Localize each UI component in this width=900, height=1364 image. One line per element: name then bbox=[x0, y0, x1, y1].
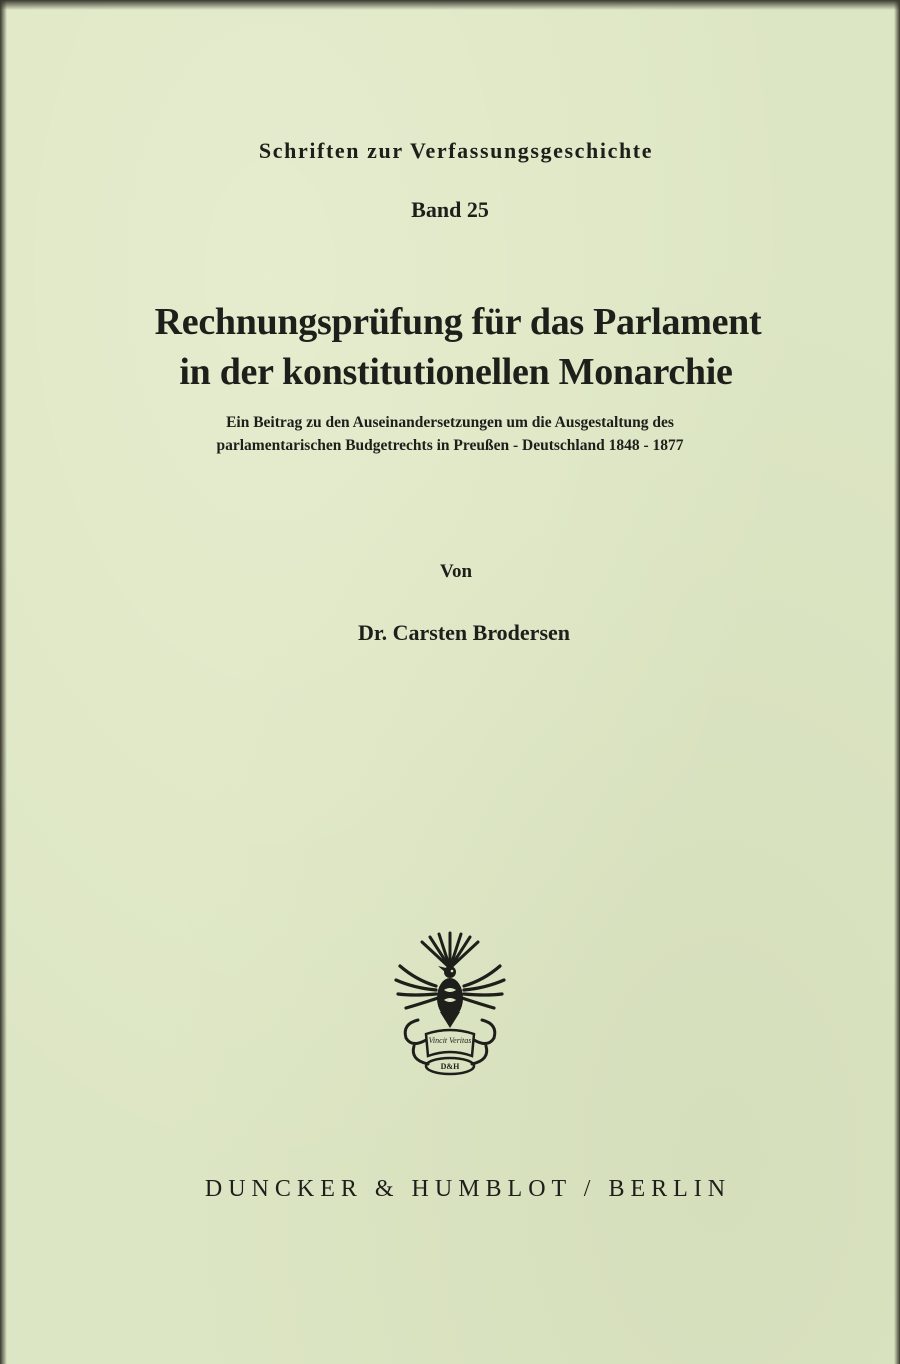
volume-number: Band 25 bbox=[411, 197, 489, 222]
series-title: Schriften zur Verfassungsgeschichte bbox=[258, 138, 654, 163]
author-name: Dr. Carsten Brodersen bbox=[357, 620, 571, 645]
by-label: Von bbox=[439, 561, 473, 582]
main-title-line-2: in der konstitutionellen Monarchie bbox=[179, 351, 733, 393]
publisher-imprint: DUNCKER & HUMBLOT / BERLIN bbox=[204, 1176, 732, 1202]
scan-edge-top bbox=[0, 0, 900, 10]
main-title-line-1: Rechnungsprüfung für das Parlament bbox=[154, 301, 762, 343]
subtitle-line-2: parlamentarischen Budgetrechts in Preußen - Deutschland 1848 - 1877 bbox=[216, 437, 684, 454]
phoenix-publisher-mark-icon bbox=[388, 928, 512, 1076]
emblem-motto: Vincit Veritas bbox=[428, 1036, 472, 1045]
emblem-initials: D&H bbox=[440, 1062, 460, 1071]
subtitle-line-1: Ein Beitrag zu den Auseinandersetzungen um die Ausgestaltung des bbox=[226, 414, 674, 431]
